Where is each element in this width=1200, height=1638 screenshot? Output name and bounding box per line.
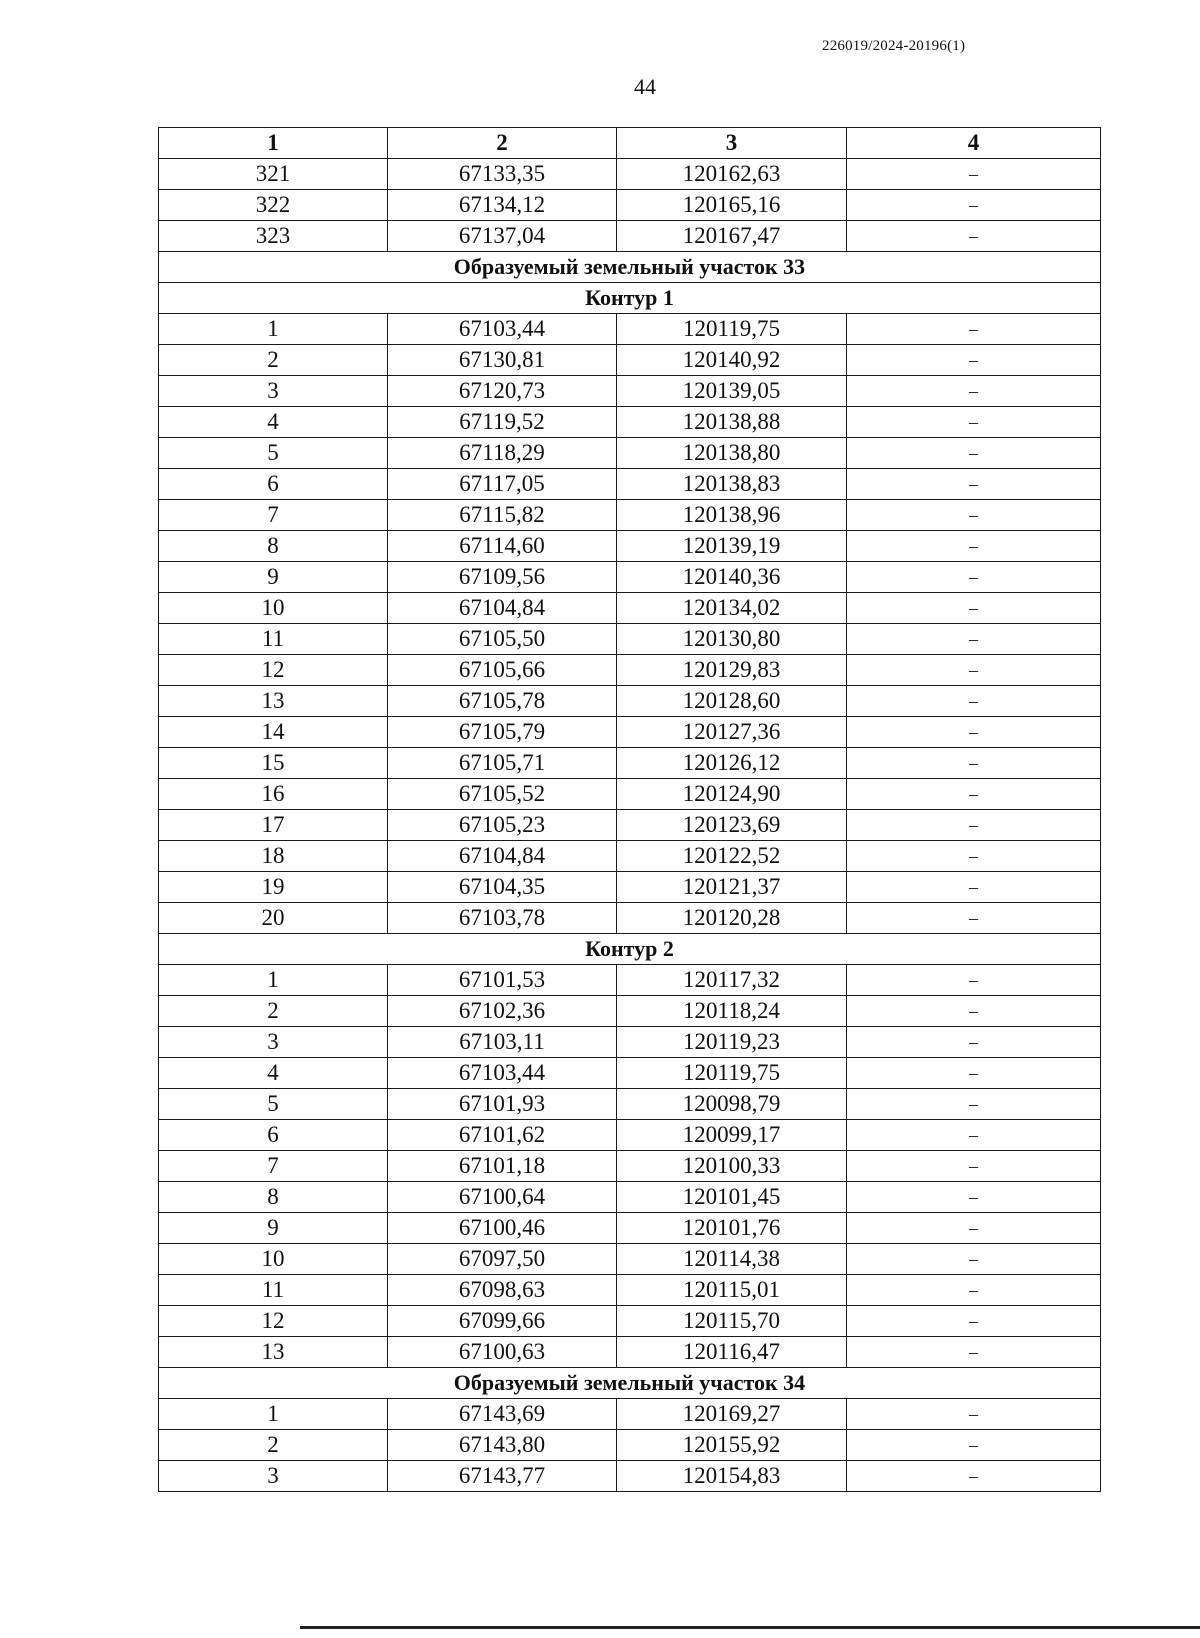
point-number-cell: 16 <box>159 779 388 810</box>
table-row <box>159 717 1101 748</box>
table-row <box>159 1430 1101 1461</box>
note-cell: – <box>847 1089 1101 1120</box>
point-number-cell: 14 <box>159 717 388 748</box>
y-coordinate-cell: 120099,17 <box>617 1120 847 1151</box>
y-coordinate-cell: 120123,69 <box>617 810 847 841</box>
table-row <box>159 159 1101 190</box>
table-row <box>159 810 1101 841</box>
note-cell: – <box>847 779 1101 810</box>
note-cell: – <box>847 562 1101 593</box>
column-header-2: 2 <box>388 128 617 159</box>
point-number-cell: 8 <box>159 1182 388 1213</box>
note-cell: – <box>847 1213 1101 1244</box>
y-coordinate-cell: 120119,23 <box>617 1027 847 1058</box>
table-row <box>159 872 1101 903</box>
y-coordinate-cell: 120129,83 <box>617 655 847 686</box>
y-coordinate-cell: 120117,32 <box>617 965 847 996</box>
table-row <box>159 1027 1101 1058</box>
x-coordinate-cell: 67101,18 <box>388 1151 617 1182</box>
y-coordinate-cell: 120169,27 <box>617 1399 847 1430</box>
x-coordinate-cell: 67103,78 <box>388 903 617 934</box>
x-coordinate-cell: 67104,84 <box>388 593 617 624</box>
x-coordinate-cell: 67103,11 <box>388 1027 617 1058</box>
x-coordinate-cell: 67098,63 <box>388 1275 617 1306</box>
note-cell: – <box>847 717 1101 748</box>
x-coordinate-cell: 67119,52 <box>388 407 617 438</box>
point-number-cell: 13 <box>159 1337 388 1368</box>
x-coordinate-cell: 67120,73 <box>388 376 617 407</box>
x-coordinate-cell: 67103,44 <box>388 1058 617 1089</box>
table-row <box>159 965 1101 996</box>
note-cell: – <box>847 159 1101 190</box>
x-coordinate-cell: 67104,84 <box>388 841 617 872</box>
point-number-cell: 8 <box>159 531 388 562</box>
point-number-cell: 2 <box>159 1430 388 1461</box>
x-coordinate-cell: 67100,46 <box>388 1213 617 1244</box>
y-coordinate-cell: 120115,70 <box>617 1306 847 1337</box>
x-coordinate-cell: 67103,44 <box>388 314 617 345</box>
point-number-cell: 2 <box>159 996 388 1027</box>
x-coordinate-cell: 67137,04 <box>388 221 617 252</box>
point-number-cell: 7 <box>159 1151 388 1182</box>
y-coordinate-cell: 120124,90 <box>617 779 847 810</box>
table-row <box>159 624 1101 655</box>
note-cell: – <box>847 624 1101 655</box>
table-row <box>159 314 1101 345</box>
x-coordinate-cell: 67115,82 <box>388 500 617 531</box>
y-coordinate-cell: 120140,92 <box>617 345 847 376</box>
note-cell: – <box>847 1399 1101 1430</box>
y-coordinate-cell: 120138,96 <box>617 500 847 531</box>
table-row <box>159 1213 1101 1244</box>
point-number-cell: 7 <box>159 500 388 531</box>
note-cell: – <box>847 438 1101 469</box>
point-number-cell: 323 <box>159 221 388 252</box>
table-row <box>159 407 1101 438</box>
note-cell: – <box>847 221 1101 252</box>
table-row <box>159 190 1101 221</box>
x-coordinate-cell: 67133,35 <box>388 159 617 190</box>
table-row <box>159 1399 1101 1430</box>
note-cell: – <box>847 1275 1101 1306</box>
point-number-cell: 19 <box>159 872 388 903</box>
x-coordinate-cell: 67130,81 <box>388 345 617 376</box>
note-cell: – <box>847 655 1101 686</box>
section-title: Образуемый земельный участок 33 <box>159 252 1101 283</box>
point-number-cell: 3 <box>159 1461 388 1492</box>
table-row <box>159 996 1101 1027</box>
table-row <box>159 438 1101 469</box>
table-row <box>159 1306 1101 1337</box>
y-coordinate-cell: 120155,92 <box>617 1430 847 1461</box>
point-number-cell: 15 <box>159 748 388 779</box>
y-coordinate-cell: 120114,38 <box>617 1244 847 1275</box>
note-cell: – <box>847 996 1101 1027</box>
point-number-cell: 2 <box>159 345 388 376</box>
y-coordinate-cell: 120167,47 <box>617 221 847 252</box>
note-cell: – <box>847 1182 1101 1213</box>
point-number-cell: 12 <box>159 655 388 686</box>
table-row <box>159 748 1101 779</box>
point-number-cell: 11 <box>159 624 388 655</box>
table-row <box>159 562 1101 593</box>
table-row <box>159 345 1101 376</box>
note-cell: – <box>847 1337 1101 1368</box>
y-coordinate-cell: 120122,52 <box>617 841 847 872</box>
y-coordinate-cell: 120120,28 <box>617 903 847 934</box>
y-coordinate-cell: 120165,16 <box>617 190 847 221</box>
table-row <box>159 841 1101 872</box>
point-number-cell: 11 <box>159 1275 388 1306</box>
table-row <box>159 593 1101 624</box>
y-coordinate-cell: 120139,19 <box>617 531 847 562</box>
point-number-cell: 4 <box>159 407 388 438</box>
section-title: Контур 1 <box>159 283 1101 314</box>
point-number-cell: 1 <box>159 965 388 996</box>
note-cell: – <box>847 686 1101 717</box>
x-coordinate-cell: 67143,77 <box>388 1461 617 1492</box>
y-coordinate-cell: 120127,36 <box>617 717 847 748</box>
y-coordinate-cell: 120119,75 <box>617 314 847 345</box>
x-coordinate-cell: 67134,12 <box>388 190 617 221</box>
note-cell: – <box>847 872 1101 903</box>
y-coordinate-cell: 120098,79 <box>617 1089 847 1120</box>
note-cell: – <box>847 593 1101 624</box>
note-cell: – <box>847 469 1101 500</box>
table-row <box>159 1461 1101 1492</box>
y-coordinate-cell: 120118,24 <box>617 996 847 1027</box>
point-number-cell: 6 <box>159 1120 388 1151</box>
table-row <box>159 1337 1101 1368</box>
point-number-cell: 18 <box>159 841 388 872</box>
coordinates-table <box>158 127 1101 1492</box>
y-coordinate-cell: 120154,83 <box>617 1461 847 1492</box>
point-number-cell: 10 <box>159 1244 388 1275</box>
x-coordinate-cell: 67101,53 <box>388 965 617 996</box>
point-number-cell: 4 <box>159 1058 388 1089</box>
note-cell: – <box>847 345 1101 376</box>
x-coordinate-cell: 67101,93 <box>388 1089 617 1120</box>
table-row <box>159 1120 1101 1151</box>
section-row <box>159 934 1101 965</box>
x-coordinate-cell: 67105,23 <box>388 810 617 841</box>
point-number-cell: 9 <box>159 562 388 593</box>
y-coordinate-cell: 120130,80 <box>617 624 847 655</box>
x-coordinate-cell: 67102,36 <box>388 996 617 1027</box>
point-number-cell: 1 <box>159 314 388 345</box>
x-coordinate-cell: 67143,80 <box>388 1430 617 1461</box>
x-coordinate-cell: 67114,60 <box>388 531 617 562</box>
document-number: 226019/2024-20196(1) <box>822 38 966 54</box>
table-row <box>159 903 1101 934</box>
y-coordinate-cell: 120138,80 <box>617 438 847 469</box>
x-coordinate-cell: 67105,71 <box>388 748 617 779</box>
point-number-cell: 322 <box>159 190 388 221</box>
y-coordinate-cell: 120101,76 <box>617 1213 847 1244</box>
y-coordinate-cell: 120128,60 <box>617 686 847 717</box>
table-row <box>159 655 1101 686</box>
y-coordinate-cell: 120138,88 <box>617 407 847 438</box>
table-row <box>159 531 1101 562</box>
y-coordinate-cell: 120116,47 <box>617 1337 847 1368</box>
x-coordinate-cell: 67099,66 <box>388 1306 617 1337</box>
point-number-cell: 12 <box>159 1306 388 1337</box>
table-row <box>159 686 1101 717</box>
point-number-cell: 5 <box>159 1089 388 1120</box>
point-number-cell: 20 <box>159 903 388 934</box>
table-row <box>159 1275 1101 1306</box>
x-coordinate-cell: 67143,69 <box>388 1399 617 1430</box>
note-cell: – <box>847 1027 1101 1058</box>
point-number-cell: 3 <box>159 376 388 407</box>
section-row <box>159 1368 1101 1399</box>
note-cell: – <box>847 1244 1101 1275</box>
note-cell: – <box>847 841 1101 872</box>
note-cell: – <box>847 965 1101 996</box>
x-coordinate-cell: 67118,29 <box>388 438 617 469</box>
point-number-cell: 9 <box>159 1213 388 1244</box>
table-row <box>159 469 1101 500</box>
section-title: Контур 2 <box>159 934 1101 965</box>
y-coordinate-cell: 120119,75 <box>617 1058 847 1089</box>
x-coordinate-cell: 67105,78 <box>388 686 617 717</box>
point-number-cell: 3 <box>159 1027 388 1058</box>
note-cell: – <box>847 1058 1101 1089</box>
y-coordinate-cell: 120100,33 <box>617 1151 847 1182</box>
x-coordinate-cell: 67117,05 <box>388 469 617 500</box>
y-coordinate-cell: 120101,45 <box>617 1182 847 1213</box>
x-coordinate-cell: 67100,64 <box>388 1182 617 1213</box>
note-cell: – <box>847 407 1101 438</box>
scan-edge-line <box>300 1626 1200 1629</box>
y-coordinate-cell: 120162,63 <box>617 159 847 190</box>
table-row <box>159 779 1101 810</box>
table-row <box>159 1151 1101 1182</box>
x-coordinate-cell: 67105,52 <box>388 779 617 810</box>
y-coordinate-cell: 120115,01 <box>617 1275 847 1306</box>
point-number-cell: 321 <box>159 159 388 190</box>
note-cell: – <box>847 314 1101 345</box>
table-row <box>159 1182 1101 1213</box>
x-coordinate-cell: 67097,50 <box>388 1244 617 1275</box>
note-cell: – <box>847 376 1101 407</box>
point-number-cell: 6 <box>159 469 388 500</box>
note-cell: – <box>847 810 1101 841</box>
point-number-cell: 13 <box>159 686 388 717</box>
table-row <box>159 1089 1101 1120</box>
page-number: 44 <box>634 74 656 99</box>
note-cell: – <box>847 1151 1101 1182</box>
x-coordinate-cell: 67105,79 <box>388 717 617 748</box>
y-coordinate-cell: 120140,36 <box>617 562 847 593</box>
point-number-cell: 1 <box>159 1399 388 1430</box>
note-cell: – <box>847 531 1101 562</box>
y-coordinate-cell: 120139,05 <box>617 376 847 407</box>
note-cell: – <box>847 903 1101 934</box>
x-coordinate-cell: 67105,66 <box>388 655 617 686</box>
section-row <box>159 252 1101 283</box>
x-coordinate-cell: 67104,35 <box>388 872 617 903</box>
table-row <box>159 1244 1101 1275</box>
x-coordinate-cell: 67100,63 <box>388 1337 617 1368</box>
table-row <box>159 376 1101 407</box>
y-coordinate-cell: 120138,83 <box>617 469 847 500</box>
table-body <box>159 159 1101 1492</box>
column-header-3: 3 <box>617 128 847 159</box>
x-coordinate-cell: 67105,50 <box>388 624 617 655</box>
x-coordinate-cell: 67101,62 <box>388 1120 617 1151</box>
note-cell: – <box>847 1120 1101 1151</box>
note-cell: – <box>847 1430 1101 1461</box>
point-number-cell: 5 <box>159 438 388 469</box>
column-header-4: 4 <box>847 128 1101 159</box>
x-coordinate-cell: 67109,56 <box>388 562 617 593</box>
point-number-cell: 17 <box>159 810 388 841</box>
note-cell: – <box>847 748 1101 779</box>
y-coordinate-cell: 120126,12 <box>617 748 847 779</box>
note-cell: – <box>847 190 1101 221</box>
table-row <box>159 1058 1101 1089</box>
table-header-row <box>159 128 1101 159</box>
column-header-1: 1 <box>159 128 388 159</box>
table-row <box>159 221 1101 252</box>
section-title: Образуемый земельный участок 34 <box>159 1368 1101 1399</box>
note-cell: – <box>847 500 1101 531</box>
y-coordinate-cell: 120121,37 <box>617 872 847 903</box>
y-coordinate-cell: 120134,02 <box>617 593 847 624</box>
point-number-cell: 10 <box>159 593 388 624</box>
section-row <box>159 283 1101 314</box>
note-cell: – <box>847 1461 1101 1492</box>
note-cell: – <box>847 1306 1101 1337</box>
table-row <box>159 500 1101 531</box>
